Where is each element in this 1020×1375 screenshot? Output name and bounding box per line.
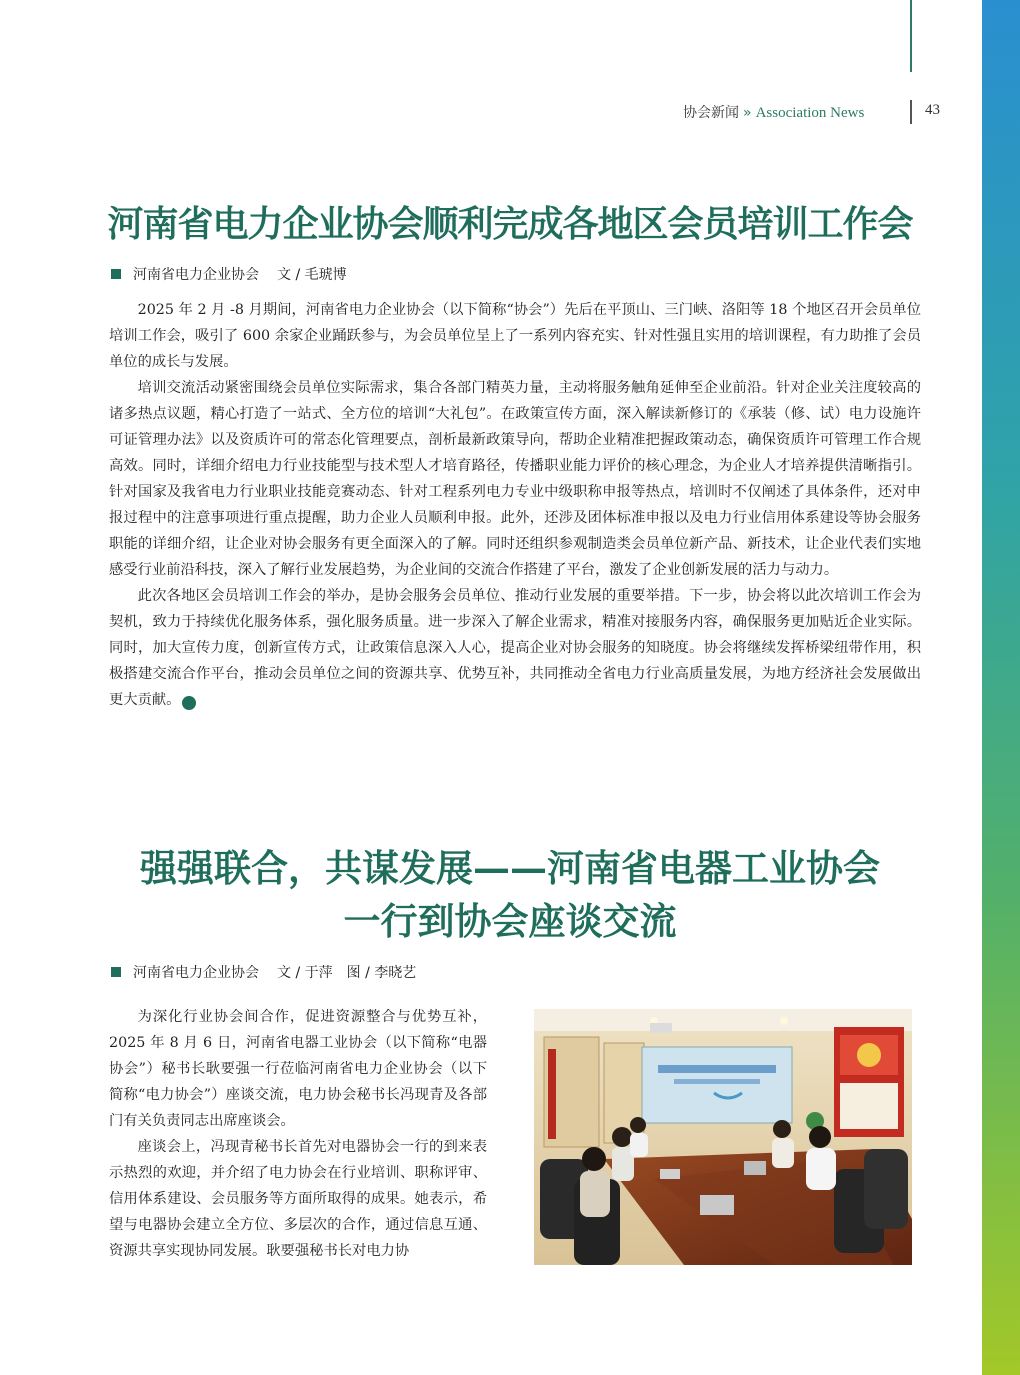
article1-paragraph-text: 此次各地区会员培训工作会的举办，是协会服务会员单位、推动行业发展的重要举措。下一步，协会将以此次培训工作会为契机，致力于持续优化服务体系，强化服务质量。进一步深入了解企业需求，精准对接服务内容，确保服务更加贴近企业实际。同时，加大宣传力度，创新宣传方式，让政策信息深入人心，提高企业对协会服务的知晓度。协会将继续发挥桥梁纽带作用，积极搭建交流合作平台，推动会员单位之间的资源共享、优势互补，共同推动全省电力行业高质量发展，为地方经济社会发展做出更大贡献。 [109,588,921,708]
header-divider-top [910,0,912,72]
byline-author: 文 / 于萍 [277,965,333,981]
byline-author: 文 / 毛琥博 [277,267,347,283]
byline-org: 河南省电力企业协会 [133,965,259,981]
article1-body [109,297,921,713]
byline-org: 河南省电力企业协会 [133,267,259,283]
byline-photographer: 图 / 李晓艺 [346,965,417,981]
article2-body [109,1004,487,1264]
meeting-photo-illustration [534,1009,912,1265]
square-bullet-icon [111,269,121,279]
article2-paragraph: 为深化行业协会间合作，促进资源整合与优势互补，2025 年 8 月 6 日，河南省电器工业协会（以下简称“电器协会”）秘书长耿要强一行莅临河南省电力企业协会（以下简称“电力协会”）座谈交流，电力协会秘书长冯现青及各部门有关负责同志出席座谈会。 [109,1009,487,1129]
article2-title [0,842,1020,948]
running-header [683,102,864,122]
article2-title-line1: 强强联合，共谋发展——河南省电器工业协会 [140,846,880,890]
article2-paragraph: 座谈会上，冯现青秘书长首先对电器协会一行的到来表示热烈的欢迎，并介绍了电力协会在行业培训、职称评审、信用体系建设、会员服务等方面所取得的成果。她表示，希望与电器协会建立全方位、多层次的合作，通过信息互通、资源共享实现协同发展。耿要强秘书长对电力协 [109,1139,487,1259]
section-title-en: Association News [755,105,865,121]
page-number: 43 [925,102,940,118]
article-end-icon: ✆ [182,696,196,710]
section-title-cn: 协会新闻 [683,105,739,121]
article2-title-line2: 一行到协会座谈交流 [343,899,677,943]
meeting-photo [534,1009,912,1265]
header-divider [910,100,912,124]
square-bullet-icon [111,967,121,977]
article1-paragraph: 2025 年 2 月 -8 月期间，河南省电力企业协会（以下简称“协会”）先后在平顶山、三门峡、洛阳等 18 个地区召开会员单位培训工作会，吸引了 600 余家企业踊跃参与，为会员单位呈上了一系列内容充实、针对性强且实用的培训课程，有力助推了会员单位的成长与发展。 [109,302,921,370]
article1-byline [111,264,347,284]
article2-byline [111,962,416,982]
article1-paragraph: 培训交流活动紧密围绕会员单位实际需求，集合各部门精英力量，主动将服务触角延伸至企业前沿。针对企业关注度较高的诸多热点议题，精心打造了一站式、全方位的培训“大礼包”。在政策宣传方面，深入解读新修订的《承装（修、试）电力设施许可证管理办法》以及资质许可的常态化管理要点，剖析最新政策导向，帮助企业精准把握政策动态，确保资质许可管理工作合规高效。同时，详细介绍电力行业技能型与技术型人才培育路径，传播职业能力评价的核心理念，为企业人才培养提供清晰指引。针对国家及我省电力行业职业技能竞赛动态、针对工程系列电力专业中级职称申报等热点，培训时不仅阐述了具体条件，还对申报过程中的注意事项进行重点提醒，助力企业人员顺利申报。此外，还涉及团体标准申报以及电力行业信用体系建设等协会服务职能的详细介绍，让企业对协会服务有更全面深入的了解。同时还组织参观制造类会员单位新产品、新技术，让企业代表们实地感受行业前沿科技，深入了解行业发展趋势，为企业间的交流合作搭建了平台，激发了企业创新发展的活力与动力。 [109,380,921,578]
article1-title: 河南省电力企业协会顺利完成各地区会员培训工作会 [107,204,913,245]
double-chevron-icon: » [743,105,752,121]
article1-paragraph [109,583,921,713]
